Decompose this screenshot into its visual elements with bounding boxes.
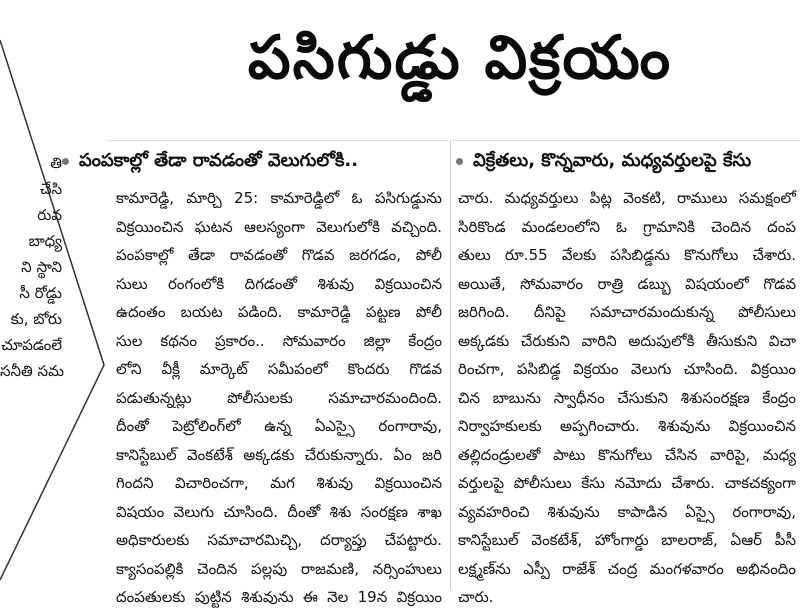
bullet-icon — [62, 158, 69, 165]
subheading-2-text: విక్రేతలు, కొన్నవారు, మధ్యవర్తులపై కేసు — [473, 150, 752, 171]
text-line: ఉదంతం బయట పడింది. కామారెడ్డి పట్టణ పోలీ — [116, 303, 442, 321]
text-line: పడుతున్నట్లు పోలీసులకు సమాచారమందింది. — [116, 388, 442, 407]
text-line: అక్కడకు చేరుకుని వారిని అదుపులోకి తీసుకుని విచా — [458, 331, 796, 350]
text-line: నిర్వాహకులకు అప్పగించారు. శిశువును విక్రయించిన — [458, 417, 796, 435]
text-line: సిరికొండ మండలంలోని ఓ గ్రామానికి చెందిన దంప — [458, 217, 796, 236]
text-line: వ్యవహరించి శిశువును కాపాడిన ఏస్సై రంగారావు, — [458, 502, 796, 521]
text-line: తులు రూ.55 వేలకు పసిబిడ్డను కొనుగోలు చేశారు. — [458, 246, 796, 264]
text-line: గిందని విచారించగా, మగ శిశువు విక్రయించిన — [116, 474, 442, 492]
text-line: లక్ష్మణ్‌ను ఎస్పీ రాజేశ్ చంద్ర మంగళవారం అభినందిం — [458, 559, 796, 578]
text-line: అధికారులకు సమాచారమిచ్చి, దర్యాప్తు చేపట్టారు. — [116, 531, 442, 549]
text-line: కానిస్టేబుల్ వెంకటేశ్ అక్కడకు చేరుకున్నారు. ఏం జరి — [116, 445, 442, 464]
fragment-line: తి — [50, 154, 62, 172]
subheading-2 — [456, 146, 800, 176]
fragment-line: చేసి — [40, 180, 62, 198]
text-line: లోని వీక్లీ మార్కెట్ సమీపంలో కొందరు గొడవ — [116, 360, 442, 378]
text-line: తల్లిదండ్రులతో పాటు కొనుగోలు చేసిన వారిపై, మధ్య — [458, 445, 796, 464]
divider — [108, 140, 448, 141]
divider — [452, 140, 800, 141]
subheading-1 — [62, 146, 448, 176]
adjacent-article-fragment — [0, 150, 62, 410]
text-line: దీంతో పెట్రోలింగ్‌లో ఉన్న ఏఎస్సై రంగారావు, — [116, 417, 442, 435]
text-line: చిన బాబును స్వాధీనం చేసుకుని శిశుసంరక్షణ కేంద్రం — [458, 388, 796, 407]
text-line: విక్రయించిన ఘటన ఆలస్యంగా వెలుగులోకి వచ్చింది. — [116, 217, 442, 236]
article-column-1 — [116, 184, 442, 606]
text-line: చారు. — [458, 588, 494, 606]
text-line: సుల కథనం ప్రకారం.. సోమవారం జిల్లా కేంద్రం — [116, 331, 442, 350]
text-line: జరిగింది. దీనిపై సమాచారమందుకున్న పోలీసులు — [458, 303, 796, 321]
fragment-line: కు, బోరు — [10, 310, 62, 328]
bullet-icon — [456, 158, 463, 165]
text-line: కానిస్టేబుల్ వెంకటేశ్, హోంగార్డు బాలరాజ్, ఏఆర్ పీసీ — [458, 531, 796, 549]
fragment-line: రువ — [37, 206, 62, 224]
fragment-line: సనీతి సమ — [0, 362, 64, 380]
fragment-line: సీ రోడ్డు — [19, 284, 62, 302]
column-divider — [450, 140, 451, 590]
text-line: క్యాసంపల్లికి చెందిన పల్లపు రాజమణి, నర్సింహులు — [116, 559, 442, 578]
headline: పసిగుడ్డు విక్రయం — [247, 23, 673, 93]
text-line: సులు రంగంలోకి దిగడంతో శిశువు విక్రయించిన — [116, 274, 442, 293]
text-line: అయితే, సోమవారం రాత్రి డబ్బు విషయంలో గొడవ — [458, 274, 796, 293]
fragment-line: బాధ్య — [28, 232, 62, 250]
text-line: చారు. మధ్యవర్తులు పిట్ల వెంకటి, రాములు సమక్షంలో — [458, 189, 796, 207]
text-line: పంపకాల్లో తేడా రావడంతో గొడవ జరగడం, పోలీ — [116, 246, 442, 264]
article-column-2 — [458, 184, 796, 606]
text-line: దంపతులకు పుట్టిన శిశువును ఈ నెల 19న విక్రయిం — [116, 588, 442, 606]
text-line: కామారెడ్డి, మార్చి 25: కామారెడ్డిలో ఓ పసిగుడ్డును — [116, 189, 442, 207]
fragment-line: చూపడంలే — [1, 336, 62, 354]
text-line: వర్తులపై పోలీసులు కేసు నమోదు చేశారు. చాకచక్యంగా — [458, 474, 796, 492]
text-line: విషయం వెలుగు చూసింది. దీంతో శిశు సంరక్షణ శాఖ — [116, 502, 442, 521]
text-line: రించగా, పసిబిడ్డ విక్రయం వెలుగు చూసింది. విక్రయిం — [458, 360, 796, 378]
subheading-1-text: పంపకాల్లో తేడా రావడంతో వెలుగులోకి.. — [79, 150, 359, 171]
fragment-line: ని స్థాని — [21, 258, 62, 276]
